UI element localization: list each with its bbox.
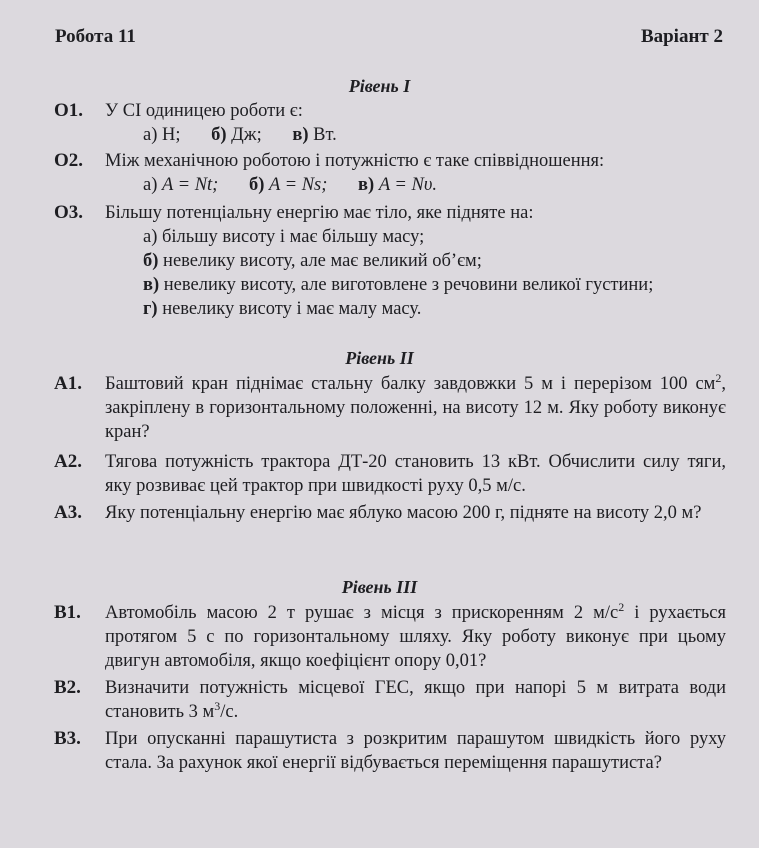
question-number: В1. xyxy=(54,602,81,623)
option-a: а) Н; xyxy=(143,125,181,145)
option-b: б) Дж; xyxy=(211,125,262,145)
question-text: Автомобіль масою 2 т рушає з місця з прискоренням 2 $м/с^2$ і рухається протягом 5 с по горизонтальному шляху. Яку роботу виконує при цьому двигун автомобіля, якщо коефіцієнт опору 0,01? xyxy=(105,599,727,671)
question-text: Баштовий кран піднімає стальну балку завдовжки 5 м і перерізом 100 $см^2$, закріплену в горизонтальному положенні, на висоту 12 м. Яку роботу виконує кран? xyxy=(105,370,726,442)
question-b3 xyxy=(54,727,726,775)
question-a3 xyxy=(54,501,726,525)
question-number: В3. xyxy=(54,728,81,749)
question-text: Більшу потенціальну енергію має тіло, яке підняте на: xyxy=(105,203,534,223)
question-text: Визначити потужність місцевої ГЕС, якщо при напорі 5 м витрата води становить 3 $м^3/с$. xyxy=(105,678,726,722)
question-number: О2. xyxy=(54,150,84,171)
level-3-heading: Рівень III xyxy=(341,577,418,597)
question-number: В2. xyxy=(54,677,81,698)
question-text: Між механічною роботою і потужністю є таке співвідношення: xyxy=(105,151,605,171)
option-b: б) невелику висоту, але має великий об’єм; xyxy=(143,251,482,271)
level-1-heading: Рівень I xyxy=(348,76,411,96)
option-c: в) A = Nυ. xyxy=(358,175,437,195)
question-number: А1. xyxy=(54,373,82,394)
work-title: Робота 11 xyxy=(55,26,136,47)
question-text: У СІ одиницею роботи є: xyxy=(105,101,303,121)
option-c: в) Вт. xyxy=(292,125,337,145)
option-c: в) невелику висоту, але виготовлене з речовини великої густини; xyxy=(143,275,654,295)
question-a1 xyxy=(54,372,726,444)
level-2-heading: Рівень II xyxy=(345,348,414,368)
question-text: Яку потенціальну енергію має яблуко масою 200 г, підняте на висоту 2,0 м? xyxy=(105,503,702,523)
question-o3 xyxy=(54,201,726,321)
question-b2 xyxy=(54,676,726,724)
question-number: А3. xyxy=(54,502,82,523)
question-text: Тягова потужність трактора ДТ-20 становить 13 кВт. Обчислити силу тяги, яку розвиває цей трактор при швидкості руху 0,5 м/с. xyxy=(105,452,726,496)
question-o1 xyxy=(54,99,726,147)
variant-label: Варіант 2 xyxy=(640,26,723,47)
option-a: а) A = Nt; xyxy=(143,175,219,195)
question-number: О1. xyxy=(54,100,84,121)
question-number: А2. xyxy=(54,451,82,472)
option-b: б) A = Ns; xyxy=(248,175,328,195)
answer-options xyxy=(143,225,726,321)
question-a2 xyxy=(54,450,726,498)
question-number: О3. xyxy=(54,202,84,223)
option-d: г) невелику висоту і має малу масу. xyxy=(143,299,422,319)
question-text: При опусканні парашутиста з розкритим парашутом швидкість його руху стала. За рахунок якої енергії відбувається переміщення парашутиста? xyxy=(105,729,726,773)
option-a: а) більшу висоту і має більшу масу; xyxy=(143,227,425,247)
answer-options xyxy=(143,173,726,197)
question-o2 xyxy=(54,149,726,197)
question-b1 xyxy=(54,601,726,673)
answer-options xyxy=(143,123,726,147)
